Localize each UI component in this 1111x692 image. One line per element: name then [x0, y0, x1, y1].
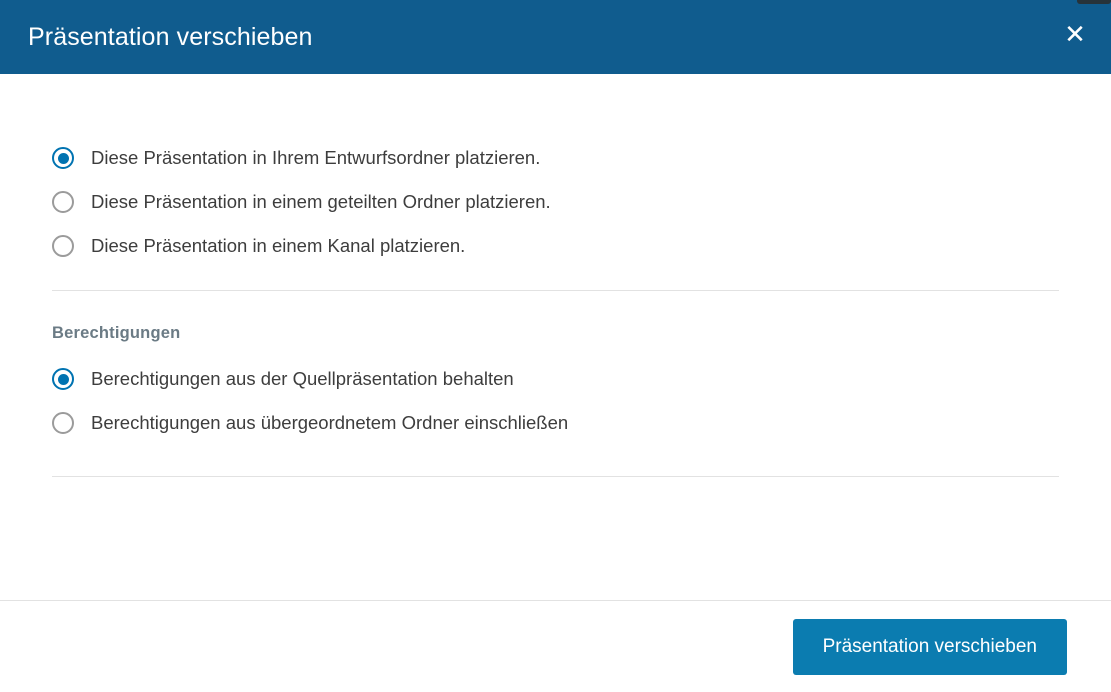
radio-option-keep-source-permissions[interactable] — [52, 357, 1059, 401]
radio-label-draft-folder: Diese Präsentation in Ihrem Entwurfsordner platzieren. — [91, 147, 541, 168]
divider-bottom — [52, 476, 1059, 477]
dialog-footer — [0, 600, 1111, 692]
permissions-section-title: Berechtigungen — [52, 324, 181, 342]
radio-button-inherit-parent-permissions[interactable] — [52, 412, 74, 434]
dialog-header — [0, 0, 1111, 74]
permissions-radio-group — [52, 357, 1059, 445]
radio-option-shared-folder[interactable] — [52, 180, 1059, 224]
radio-option-channel[interactable] — [52, 224, 1059, 268]
radio-label-inherit-parent-permissions: Berechtigungen aus übergeordnetem Ordner einschließen — [91, 412, 569, 433]
dialog-body — [0, 74, 1111, 600]
window-chrome-notch — [1077, 0, 1111, 4]
destination-radio-group — [52, 74, 1059, 268]
radio-option-draft-folder[interactable] — [52, 136, 1059, 180]
move-presentation-button[interactable]: Präsentation verschieben — [793, 619, 1067, 675]
divider-top — [52, 290, 1059, 291]
radio-option-inherit-parent-permissions[interactable] — [52, 401, 1059, 445]
radio-button-shared-folder[interactable] — [52, 191, 74, 213]
radio-button-keep-source-permissions[interactable] — [52, 368, 74, 390]
radio-label-channel: Diese Präsentation in einem Kanal platzieren. — [91, 235, 466, 256]
page-title: Präsentation verschieben — [28, 22, 313, 51]
close-icon[interactable]: ✕ — [1064, 20, 1086, 50]
radio-label-shared-folder: Diese Präsentation in einem geteilten Ordner platzieren. — [91, 191, 551, 212]
radio-button-draft-folder[interactable] — [52, 147, 74, 169]
radio-button-channel[interactable] — [52, 235, 74, 257]
radio-label-keep-source-permissions: Berechtigungen aus der Quellpräsentation behalten — [91, 368, 514, 389]
